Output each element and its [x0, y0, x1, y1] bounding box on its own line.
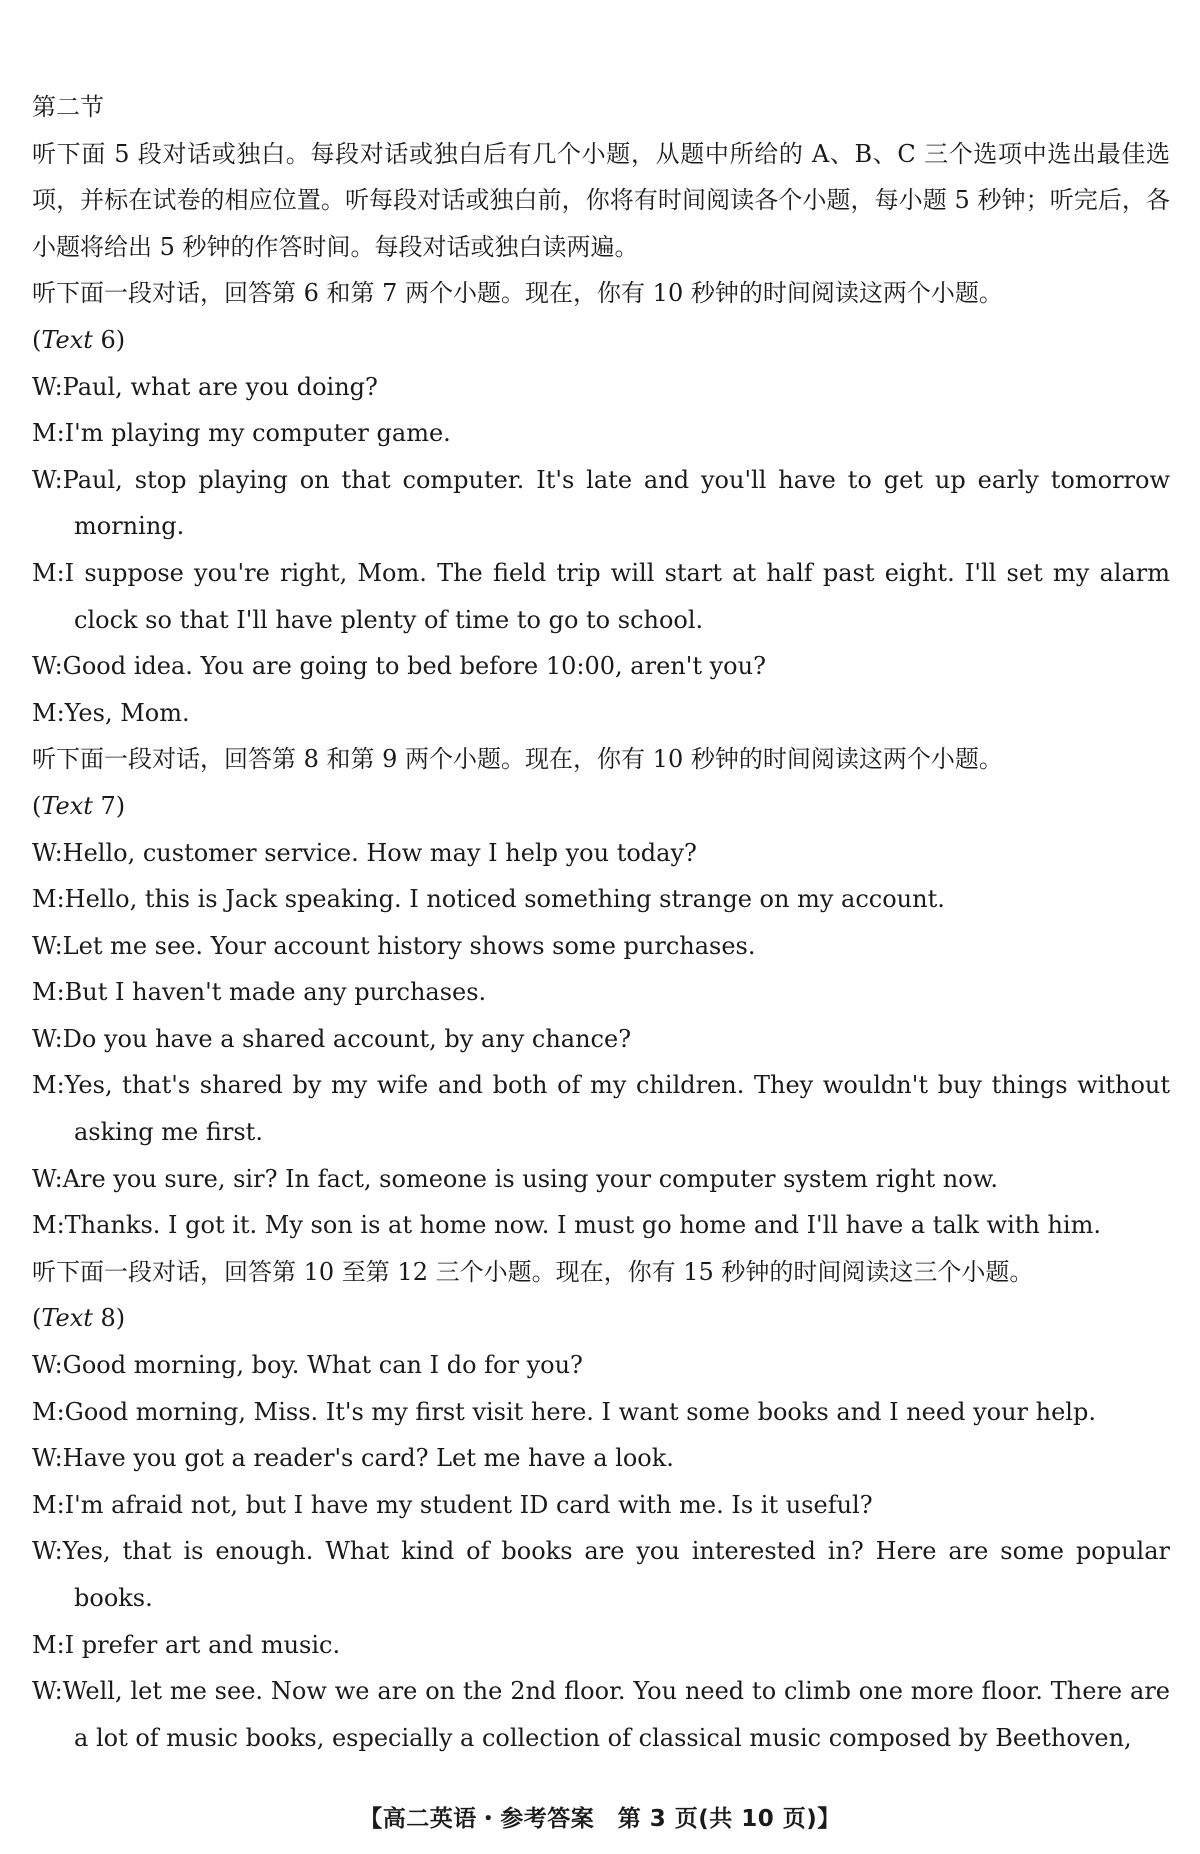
dialogue-line — [32, 1342, 1170, 1389]
dialogue-line — [32, 550, 1170, 643]
block-prompt: 听下面一段对话，回答第 8 和第 9 两个小题。现在，你有 10 秒钟的时间阅读这两个小题。 — [32, 745, 1003, 774]
speaker-label: M: — [32, 558, 65, 587]
dialogue-text: Good idea. You are going to bed before 10:00, aren't you? — [62, 652, 766, 681]
dialogue-text: I'm afraid not, but I have my student ID card with me. Is it useful? — [64, 1490, 873, 1519]
dialogue-line — [32, 1482, 1170, 1529]
dialogue-line — [32, 969, 1170, 1016]
text-label: (Text 7) — [32, 791, 126, 820]
speaker-label: M: — [32, 1071, 65, 1100]
dialogue-text: I suppose you're right, Mom. The field trip will start at half past eight. I'll set my alarm clock so that I'll have plenty of time to go to school. — [64, 558, 1170, 634]
dialogue-line — [32, 1156, 1170, 1203]
dialogue-line — [32, 923, 1170, 970]
dialogue-block-text-7 — [32, 736, 1170, 1249]
dialogue-text: I'm playing my computer game. — [64, 419, 451, 448]
dialogue-block-text-8 — [32, 1249, 1170, 1762]
page-content — [32, 84, 1170, 1761]
speaker-label: M: — [32, 1490, 65, 1519]
dialogue-text: Paul, stop playing on that computer. It's late and you'll have to get up early tomorrow morning. — [62, 465, 1170, 541]
block-prompt: 听下面一段对话，回答第 10 至第 12 三个小题。现在，你有 15 秒钟的时间阅读这三个小题。 — [32, 1257, 1034, 1286]
dialogue-line — [32, 364, 1170, 411]
speaker-label: W: — [32, 1164, 63, 1193]
speaker-label: M: — [32, 978, 65, 1007]
dialogue-text: Well, let me see. Now we are on the 2nd floor. You need to climb one more floor. There are a lot of music books, especially a collection of classical music composed by Beethoven, — [62, 1677, 1170, 1752]
dialogue-text: Are you sure, sir? In fact, someone is using your computer system right now. — [62, 1164, 999, 1193]
dialogue-text: Paul, what are you doing? — [62, 372, 378, 401]
speaker-label: M: — [32, 885, 65, 914]
text-label: (Text 6) — [32, 325, 126, 354]
text-label: (Text 8) — [32, 1304, 126, 1333]
dialogue-line — [32, 1202, 1170, 1249]
speaker-label: W: — [32, 1351, 63, 1380]
speaker-label: W: — [32, 652, 63, 681]
speaker-label: W: — [32, 931, 63, 960]
dialogue-line — [32, 1622, 1170, 1669]
dialogue-text: I prefer art and music. — [64, 1630, 341, 1659]
dialogue-line — [32, 1435, 1170, 1482]
dialogue-line — [32, 1668, 1170, 1761]
dialogue-text: Have you got a reader's card? Let me have a look. — [62, 1444, 674, 1473]
section-title: 第二节 — [32, 93, 104, 121]
dialogue-text: Hello, this is Jack speaking. I noticed something strange on my account. — [64, 885, 945, 914]
speaker-label: M: — [32, 1211, 65, 1240]
dialogue-text: Hello, customer service. How may I help you today? — [62, 838, 697, 867]
dialogue-block-text-6 — [32, 270, 1170, 736]
speaker-label: W: — [32, 1677, 63, 1706]
speaker-label: W: — [32, 465, 63, 494]
dialogue-line — [32, 830, 1170, 877]
speaker-label: W: — [32, 1537, 63, 1566]
page-footer: 【高二英语・参考答案 第 3 页(共 10 页)】 — [359, 1806, 841, 1832]
dialogue-line — [32, 457, 1170, 550]
speaker-label: M: — [32, 698, 65, 727]
dialogue-line — [32, 1062, 1170, 1155]
dialogue-text: Thanks. I got it. My son is at home now. I must go home and I'll have a talk with him. — [64, 1211, 1101, 1240]
speaker-label: M: — [32, 1397, 65, 1426]
speaker-label: W: — [32, 1444, 63, 1473]
dialogue-line — [32, 1016, 1170, 1063]
dialogue-text: Good morning, Miss. It's my first visit here. I want some books and I need your help. — [64, 1397, 1096, 1426]
speaker-label: M: — [32, 419, 65, 448]
speaker-label: W: — [32, 1024, 63, 1053]
instructions-paragraph: 听下面 5 段对话或独白。每段对话或独白后有几个小题，从题中所给的 A、B、C 三个选项中选出最佳选项，并标在试卷的相应位置。听每段对话或独白前，你将有时间阅读各个小题，每小题 5 秒钟；听完后，各小题将给出 5 秒钟的作答时间。每段对话或独白读两遍。 — [32, 139, 1170, 261]
dialogue-line — [32, 1528, 1170, 1621]
speaker-label: W: — [32, 838, 63, 867]
dialogue-line — [32, 643, 1170, 690]
speaker-label: M: — [32, 1630, 65, 1659]
dialogue-line — [32, 1389, 1170, 1436]
dialogue-text: Yes, Mom. — [64, 698, 190, 727]
dialogue-line — [32, 410, 1170, 457]
speaker-label: W: — [32, 372, 63, 401]
dialogue-text: But I haven't made any purchases. — [64, 978, 487, 1007]
dialogue-text: Yes, that's shared by my wife and both of my children. They wouldn't buy things without asking me first. — [64, 1071, 1170, 1147]
dialogue-line — [32, 690, 1170, 737]
dialogue-text: Do you have a shared account, by any chance? — [62, 1024, 632, 1053]
dialogue-text: Let me see. Your account history shows some purchases. — [62, 931, 756, 960]
dialogue-text: Good morning, boy. What can I do for you? — [62, 1351, 583, 1380]
dialogue-line — [32, 876, 1170, 923]
block-prompt: 听下面一段对话，回答第 6 和第 7 两个小题。现在，你有 10 秒钟的时间阅读这两个小题。 — [32, 279, 1003, 308]
dialogue-text: Yes, that is enough. What kind of books are you interested in? Here are some popular books. — [62, 1537, 1170, 1612]
